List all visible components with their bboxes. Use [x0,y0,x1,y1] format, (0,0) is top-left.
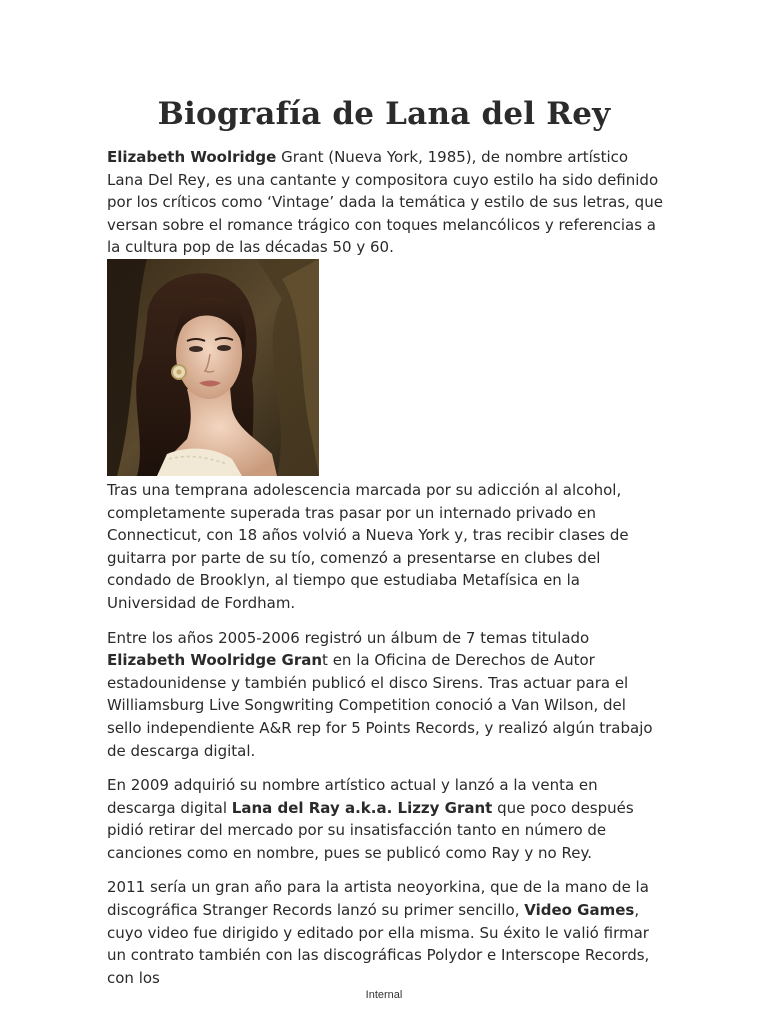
paragraph-2009-text-b: que poco después pidió retirar del mercado por su insatisfacción tanto en número de canciones como en nombre, pues se publicó como Ray y no Rey. [107,798,634,862]
bold-name: Elizabeth Woolridge [107,148,277,166]
paragraph-2005 [107,627,663,763]
footer-classification: Internal [365,989,403,1001]
document-body [107,146,663,1001]
paragraph-2005-text-a: Entre los años 2005-2006 registró un álbum de 7 temas titulado [107,628,590,647]
paragraph-adolescence: Tras una temprana adolescencia marcada por su adicción al alcohol, completamente superada tras pasar por un internado privado en Connecticut, con 18 años volvió a Nueva York y, tras recibir clases de guitarra por parte de su tío, comenzó a presentarse en clubes del condado de Brooklyn, al tiempo que estudiaba Metafísica en la Universidad de Fordham. [107,480,629,612]
paragraph-2005-text-b: t en la Oficina de Derechos de Autor estadounidense y también publicó el disco Sirens. Tras actuar para el Williamsburg Live Songwriting Competition conoció a Van Wilson, del sello independiente A&R rep for 5 Points Records, y realizó algún trabajo de descarga digital. [107,651,653,760]
paragraph-2011-text-b: , cuyo video fue dirigido y editado por ella misma. Su éxito le valió firmar un contrato también con las discográficas Polydor e Interscope Records, con los [107,901,650,987]
bold-album-lana-del-ray: Lana del Ray a.k.a. Lizzy Grant [231,798,493,817]
portrait-illustration [107,259,319,476]
page-title: Biografía de Lana del Rey [157,96,611,132]
paragraph-intro [107,146,663,259]
paragraph-2011-text-a: 2011 sería un gran año para la artista neoyorkina, que de la mano de la discográfica Stranger Records lanzó su primer sencillo, [107,878,649,920]
paragraph-2011 [107,876,663,989]
bold-single-video-games: Video Games [524,901,635,920]
paragraph-2009 [107,774,663,864]
portrait-photo [107,259,319,476]
bold-album-title: Elizabeth Woolridge Gran [107,651,323,670]
paragraph-2009-text-a: En 2009 adquirió su nombre artístico actual y lanzó a la venta en descarga digital [107,776,598,817]
paragraph-intro-text: Grant (Nueva York, 1985), de nombre artístico Lana Del Rey, es una cantante y compositora cuyo estilo ha sido definido por los críticos como ‘Vintage’ dada la temática y estilo de sus letras, que versan sobre el romance trágico con toques melancólicos y referencias a la cultura pop de las décadas 50 y 60. [107,148,663,257]
